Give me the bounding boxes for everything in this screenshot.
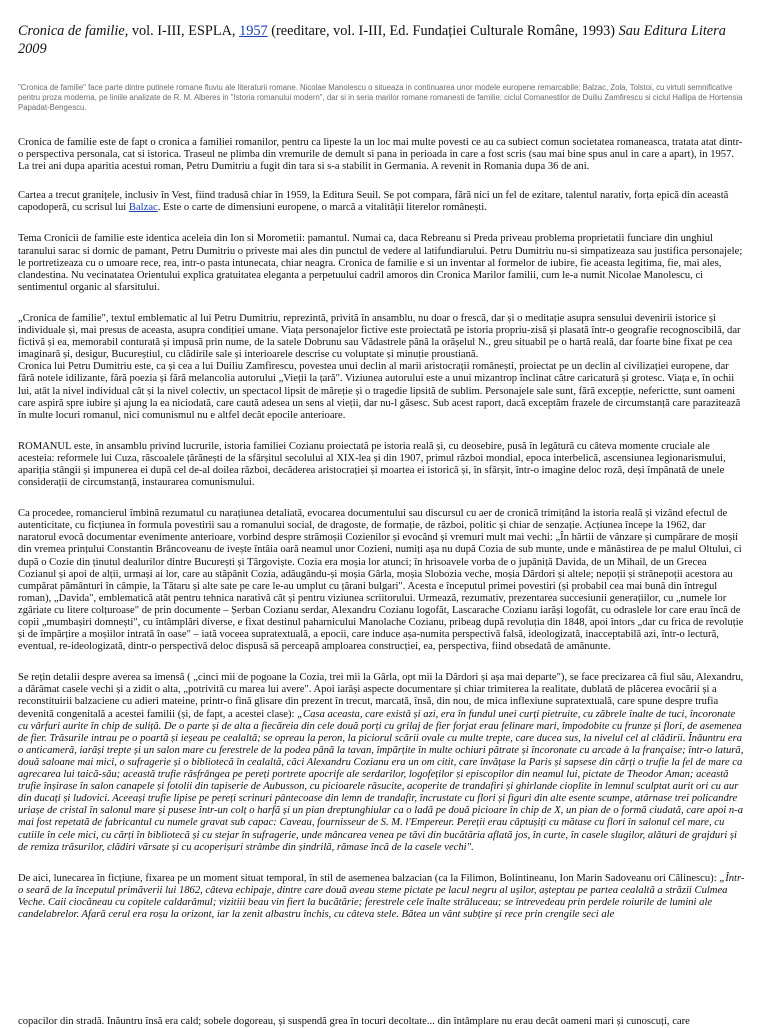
balzac-link[interactable]: Balzac: [128, 202, 158, 214]
paragraph-7-text: Se rețin detalii despre averea sa imensă ( „cinci mii de pogoane la Cozia, trei mii la Gârla, opt mii la Dârdori și așa mai departe"), se face precizarea că fiul său, Alexandru, a dărâmat casele vechi și a zidit o alta, „potrivită cu marea lui avere". Apoi iarăși aspecte documentare și chiar trimiterea la realitate, dublată de plăcerea evocării și a reconstituirii balzaciene cu adieri mateine, printr-o fină glisare din prezent în trecut, marcată, însă, din nou, de mica inflexiune supratextuală, care spune despre trufia devenită congenitală a acestei familii (și, de fapt, a acestei clase):: [18, 672, 744, 720]
book-title: Cronica de familie: [18, 23, 125, 39]
paragraph-3: Tema Cronicii de familie este identica aceleia din Ion si Morometii: pamantul. Numai ca, daca Rebreanu si Preda priveau problema proprietatii funciare din unghiul taranului sarac si dornic de pamant, Petru Dumitriu o priveste mai ales din punctul de vedere al latifundiarului. Petru Dumitriu nu-si simpatizeaza sau justifica personajele; le portretizeaza cu o umoare rece, rea, intr-o pasta intunecata, chiar neagra. Cronica de familie e si un inventar al formelor de iubire, fie aceasta legitima, fie, mai ales, clandestina. Nu vecinatatea Orientului explica gratuitatea eleganta a perpetuului cadril amoros din Cronica Marilor familii, cum le-a numit Nicolae Manolescu, ci sentimentul organic al sfarsitului.: [18, 233, 743, 293]
reedition-meta: (reeditare, vol. I-III, Ed. Fundației Culturale Române, 1993): [267, 23, 619, 39]
paragraph-8-text: De aici, lunecarea în ficțiune, fixarea pe un moment situat temporal, în stil de asemenea balzacian (ca la Filimon, Bolintineanu, Ion Marin Sadoveanu ori Călinescu):: [18, 872, 720, 884]
paragraph-4b: Cronica lui Petru Dumitriu este, ca și cea a lui Duiliu Zamfirescu, povestea unui declin al marii aristocrații românești, proiectat pe un declin al civilizației europene, dar fără notele idilizante, fără poezia și fără melancolia autorului „Vieții la țară". Viziunea autorului este a unui mizantrop înclinat către caricatură și grotesc. Viața e, în ochii lui, atât la nivel individual cât și la nivel colectiv, un spectacol lipsit de măreție și o tragedie lipsită de sublim. Personajele sale sunt, fără excepție, neferictte, sunt oameni care aspiră spre iubire și ajung la ea niciodată, care caută adesea un sens al vieții, dar nu-l găsesc. Sub acest raport, dacă exceptăm frazele de circumstanță care parazitează în multe locuri romanul, nici comunismul nu e altfel decât epocile anterioare.: [18, 361, 741, 421]
cut-off-line: copacilor din stradă. Înăuntru însă era cald; sobele dogoreau, și suspendă grea în tocuri decoltate... din întâmplare nu erau decât oameni mari și cunoscuți, care: [18, 1016, 690, 1027]
paragraph-7: [18, 672, 746, 853]
paragraph-5: ROMANUL este, în ansamblu privind lucrurile, istoria familiei Cozianu proiectată pe istoria reală și, cu deosebire, pusă în legătură cu câteva momente cruciale ale acesteia: reformele lui Cuza, răscoalele țărănești de la sfârșitul secolului al XIX-lea și din 1907, primul război mondial, epoca interbelică, ascensiunea legionarismului, apariția stângii și impunerea ei după cel de-al doilea război, decăderea aristocrației și moartea ei istorică și, în sfârșit, într-o imagine deloc roză, deși împănată de unele considerații de circumstanță, instaurarea comunismului.: [18, 440, 726, 489]
paragraph-1: Cronica de familie este de fapt o cronica a familiei romanilor, pentru ca lipeste la un loc mai multe povesti ce au ca subiect comun societatea romaneasca, tratata atat dintr-o perspectiva personala, cat si istorica. Traseul ne plimba din vremurile de demult si pana in perioada in care a fost scris (sau mai bine spus anul in care a apart), in 1957. La trei ani dupa aparitia acestui roman, Petru Dumitriu a fugit din tara si s-a stabilit in Germania. A revenit in Romania dupa 36 de ani.: [18, 137, 743, 173]
paragraph-4a: „Cronica de familie", textul emblematic al lui Petru Dumitriu, reprezintă, privită în ansamblu, nu doar o frescă, dar și o meditație asupra sensului devenirii istorice și individuale și, mai presus de aceasta, asupra condiției umane. Viața personajelor fictive este proiectată pe istoria propriu-zisă și plasată într-o geografie recognoscibilă, dar fictivă și ea, memorabil conturată și impusă prin nume, de la satele Dobrunu sau Vădastrele până la orășelul N., greu situabil pe o hartă reală, dar foarte bine fixat pe cea imaginară și, desigur, Bucureștiul, cu clădirile sale și interioarele descrise cu voluptate și minuție proustiană.: [18, 312, 741, 361]
paragraph-2-end: . Este o carte de dimensiuni europene, o marcă a vitalității literelor românești.: [157, 202, 487, 214]
paragraph-8-quote: „Într-o seară de la începutul primăverii lui 1862, câteva echipaje, dintre care două aveau steme pictate pe lacul negru al ușilor, așteptau pe partea cealaltă a străzii Culmea Veche. Caii ciocăneau cu copitele caldarâmul; vizitiii beau vin fiert la bucătărie; ferestrele cele înalte străluceau; se întrevedeau prin perdele roiurile de lumini ale candelabrelor. Afară cerul era roșu la orizont, iar la zenit albastru închis, cu câteva stele. Bătea un vânt subțire și rece prin crengile seci ale: [18, 872, 745, 920]
paragraph-7-quote: „Casa aceasta, care există și azi, era în fundul unei curți pietruite, cu zăbrele înalte de tuci, încoronate cu vârfuri aurite în chip de suliță. De o parte și de alta a fiecăreia din cele două porți cu grilaj de fier forjat erau felinare mari, împodobite cu frunze și flori, de asemenea de fier. Trăsurile intrau pe o poartă și ieșeau pe cealaltă; se opreau la peron, la piciorul scării ovale cu multe trepte, care ducea sus, la nivelul cel al clădirii. Înăuntru era o anticameră, iarăși trepte și un salon mare cu ferestrele de la podea până la tavan, împărțite în multe ochiuri pătrate și încoronate cu arcade à la française; într-o latură, două saloane mai mici, o sufragerie și o bibliotecă în cealaltă, căci Alexandru Cozianu era un om citit, care învățase la Paris și sapsese din cărți o trufie la fel de mare ca agrecarea lui taică-său; această trufie răsfrângea pe pereți portrete apocrife ale serdarilor, logofeților și episcopilor din neamul lui, pictate de Theodor Aman; această trufie înșirase în salon canapele și fotolii din tapiserie de Aubusson, cu picioarele răsucite, acoperite de trandafiri și ghirlande cioplite în lemnul sculptat aurit ori cu aur din ducați și ludovici. Aceeași trufie lipise pe pereți scrinuri pântecoase din lemn de trandafir, încrustate cu flori și figuri din alte esente scumpe, atârnase trei policandre uriașe de cristal în salonul mare și pusese într-un colț o harfă și un pian dreptunghiular ca o ladă pe două picioare în chip de X, un pian de o formă ciudată, care apoi n-a mai fost repetată de fabricantul cu numele gravat sub capac: Caveau, fournisseur de S. M. l'Empereur. Pereții erau căptușiți cu mătase cu flori în salonul cel mare, cu cutiile în cele mici, cu cărți în bibliotecă și cu stejar în sufragerie, unde mâncarea venea pe tăvi din bucătăria aflată jos, în curte, în casele slugilor, alături de grajduri și de remiza trăsurilor, clădiri vărsate și cu acoperișuri strâmbe din șindrilă, rămase încă de la casele vechi".: [18, 708, 744, 853]
paragraph-6: Ca procedee, romancierul îmbină rezumatul cu narațiunea detaliată, evocarea documentului sau discursul cu aer de cronică trimițând la istoria reală și vizând efectul de autenticitate, cu ficțiunea în formula povestirii sau a romanului social, de dragoste, de formație, de război, politic și chiar de senzație. Acțiunea începe la 1962, dar naratorul evocă documentar evenimente anterioare, vorbind despre strămoșii Cozienilor și evocând și vremuri mult mai vechi: „În hârtii de vânzare și cumpărare de moșii din vremea prințului Constantin Brâncoveanu de ivește întâia oară neamul unor Cozieni, numiți așa nu după Cozia de sub munte, unde e mănăstirea de pe malul Oltului, ci după o Cozie din ținutul dealurilor dintre București și Târgoviște. Cozia era moșia lor atunci; în hrisoavele vorba de o jupâniță Davida, de un Mihail, de un Grecea Cozianul și apoi de alții, urmași ai lor, care au stăpânit Cozia, adăugându-și moșia Gârla, moșia Slobozia veche, moșia Dârdori și altele; nepoții și strănepoții acestora au cumpărat pământuri în câmpie, la Tătaru și alte sate pe care le-au umplut cu țărani bulgari". Acesta e începutul primei povestiri (și probabil cea mai bună din întregul roman), „Davida", emblematică atât pentru tehnica narativă cât și pentru viziunea scriitorului. Urmează, rezumativ, prezentarea succesiunii generațiilor, cu „numele lor zgâriate cu litere colțuroase" de prin documente – Șerban Cozianu serdar, Alexandru Cozianu logofăt, Lascarache Cozianu iarăși logofăt, cu odraslele lor care erau încă de copii „mumbașiri domnești", cu întâmplări diverse, e fixat destinul paharnicului Manolache Cozianu, pribeag după revoluția din 1848, apoi întors „dar cu frica de revoluție și de împărțire a moșiilor intrată în oase" – iată voceea supratextuală, a epocii, care induce așa-numita perspectivă falsă, ideologizată, inacceptabilă azi, într-o lectură, eventual, re-ideologizată, dintr-o perspectivă deloc dispusă să perceapă amploarea construcției, ea, perspectiva, fiind obsedată de amănunte.: [18, 508, 744, 653]
book-header: [18, 0, 746, 58]
paragraph-2-text: Cartea a trecut granițele, inclusiv în Vest, fiind tradusă chiar în 1959, la Editura Seuil. Se pot compara, fără nici un fel de ezitare, talentul narativ, forța epică din această capodoperă, cu scrisul lui: [18, 190, 729, 214]
summary-paragraph: "Cronica de familie" face parte dintre putinele romane fluviu ale literaturii romane. Nicolae Manolescu o situeaza in continuarea unor modele europene remarcabile: Balzac, Zola, Tolstoi, cu virtuti semnificative pentru proza moderna, pe liniile analizate de R. M. Alberes in "Istoria romanului modern", dar si in seria marilor romane romanesti de familie: ciclul Comanestilor de Duiliu Zamfirescu si ciclul Hallipa de Hortensia Papadat-Bengescu.: [18, 83, 743, 112]
book-meta: , vol. I-III, ESPLA,: [124, 23, 240, 39]
paragraph-8: [18, 873, 746, 921]
paragraph-2: [18, 190, 746, 214]
year-link[interactable]: 1957: [239, 23, 268, 39]
edition-note: Sau Editura Litera 2009: [18, 23, 726, 57]
